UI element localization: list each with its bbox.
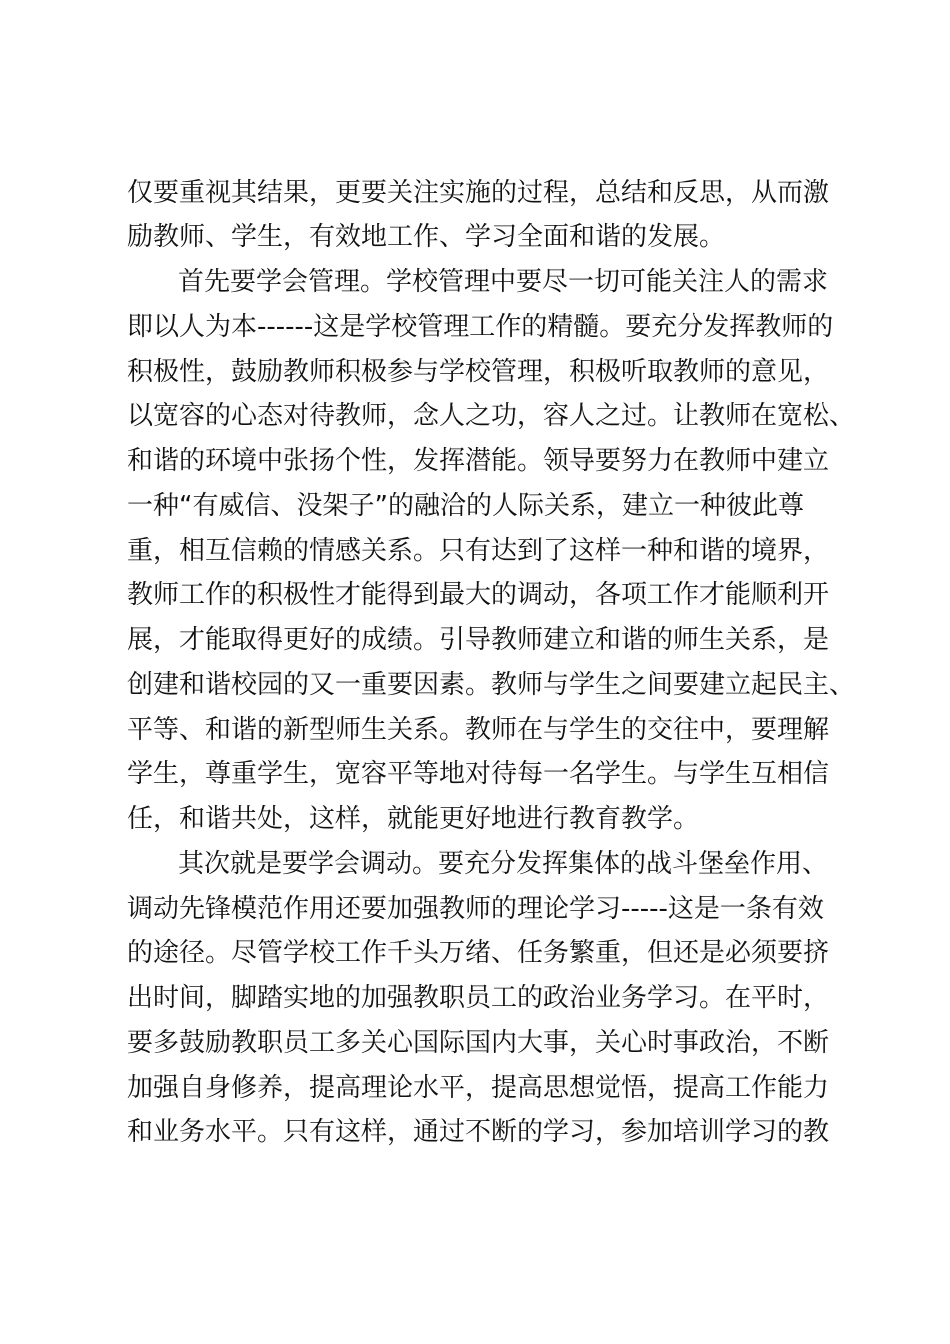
text-line: 学生，尊重学生，宽容平等地对待每一名学生。与学生互相信: [127, 759, 830, 789]
text-line: 展，才能取得更好的成绩。引导教师建立和谐的师生关系，是: [127, 625, 830, 655]
text-line: 创建和谐校园的又一重要因素。教师与学生之间要建立起民主、: [127, 670, 856, 700]
paragraph-start-line: 其次就是要学会调动。要充分发挥集体的战斗堡垒作用、: [178, 849, 829, 879]
text-line: 仅要重视其结果，更要关注实施的过程，总结和反思，从而激: [127, 178, 830, 208]
text-line: 调动先锋模范作用还要加强教师的理论学习-----这是一条有效: [127, 894, 824, 924]
text-line: 出时间，脚踏实地的加强教职员工的政治业务学习。在平时，: [127, 983, 830, 1013]
text-line: 和业务水平。只有这样，通过不断的学习，参加培训学习的教: [127, 1117, 830, 1147]
text-line: 的途径。尽管学校工作千头万绪、任务繁重，但还是必须要挤: [127, 938, 830, 968]
text-line: 重，相互信赖的情感关系。只有达到了这样一种和谐的境界，: [127, 536, 830, 566]
text-line: 以宽容的心态对待教师，念人之功，容人之过。让教师在宽松、: [127, 401, 856, 431]
text-line: 即以人为本------这是学校管理工作的精髓。要充分发挥教师的: [127, 312, 834, 342]
text-line: 励教师、学生，有效地工作、学习全面和谐的发展。: [127, 222, 726, 252]
text-line: 加强自身修养，提高理论水平，提高思想觉悟，提高工作能力: [127, 1073, 830, 1103]
text-line: 平等、和谐的新型师生关系。教师在与学生的交往中，要理解: [127, 715, 830, 745]
text-line: 要多鼓励教职员工多关心国际国内大事，关心时事政治，不断: [127, 1028, 830, 1058]
text-line: 一种“有威信、没架子”的融洽的人际关系，建立一种彼此尊: [127, 491, 804, 521]
text-line: 积极性，鼓励教师积极参与学校管理，积极听取教师的意见，: [127, 357, 830, 387]
text-line: 任，和谐共处，这样，就能更好地进行教育教学。: [127, 804, 700, 834]
text-line: 和谐的环境中张扬个性，发挥潜能。领导要努力在教师中建立: [127, 446, 830, 476]
text-line: 教师工作的积极性才能得到最大的调动，各项工作才能顺利开: [127, 580, 830, 610]
paragraph-start-line: 首先要学会管理。学校管理中要尽一切可能关注人的需求: [178, 267, 829, 297]
